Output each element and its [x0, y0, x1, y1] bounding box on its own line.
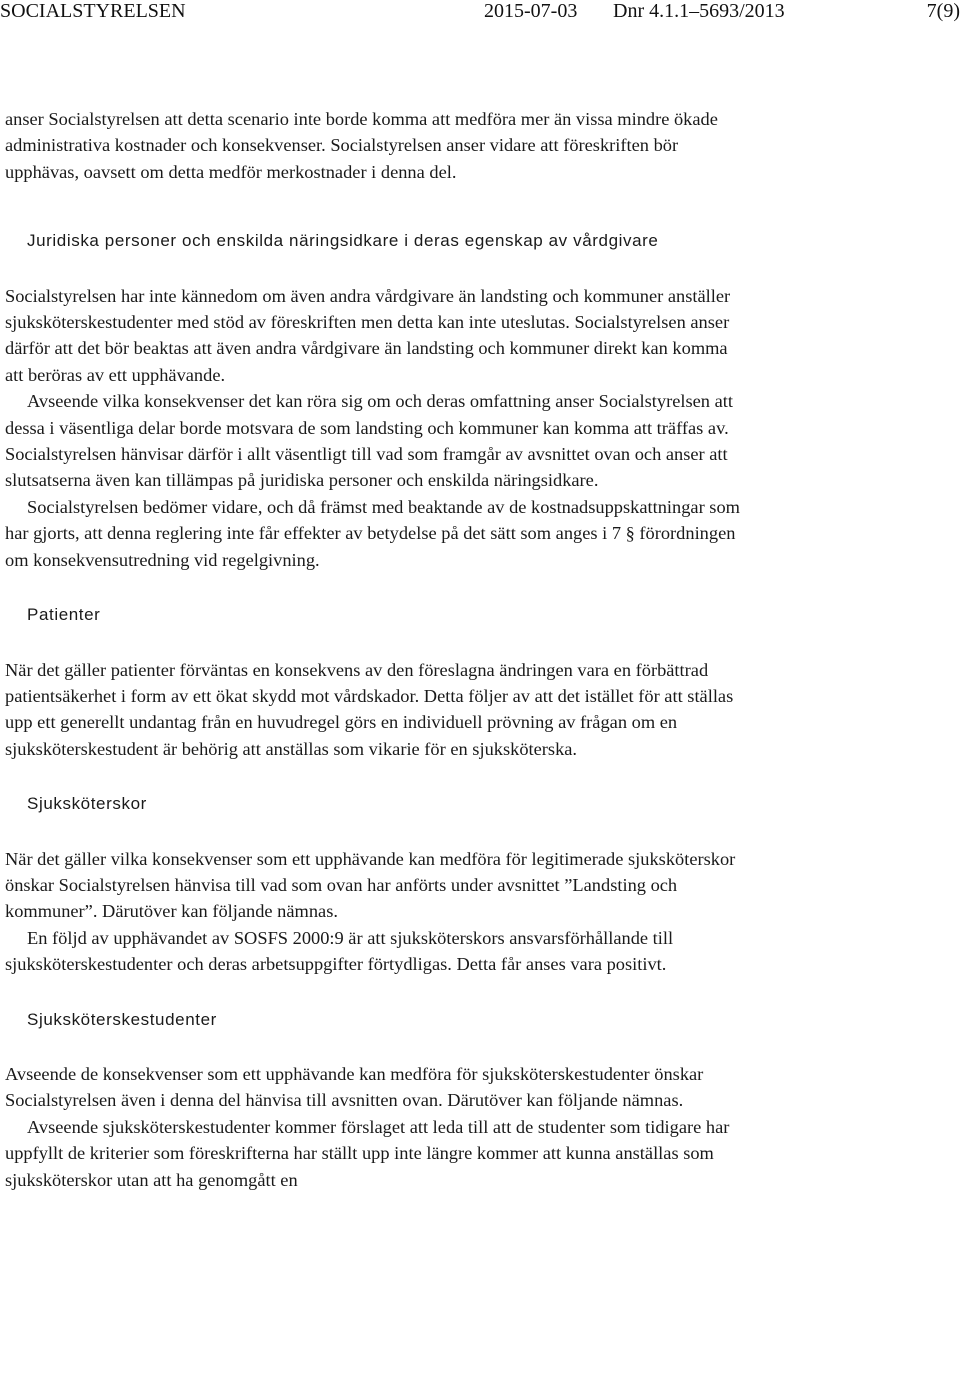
paragraph: Avseende de konsekvenser som ett upphävande kan medföra för sjuksköterskestudenter önskar Socialstyrelsen även i denna del hänvisa till avsnitten ovan. Därutöver kan följande nämnas. [5, 1063, 704, 1111]
page-number: 7(9) [926, 0, 960, 22]
paragraph: Socialstyrelsen bedömer vidare, och då främst med beaktande av de kostnadsuppskattningar som har gjorts, att denna reglering inte får effekter av betydelse på det sätt som anges i 7 § förordningen om konsekvensutredning vid regelgivning. [5, 496, 740, 570]
paragraph: En följd av upphävandet av SOSFS 2000:9 är att sjuksköterskors ansvarsförhållande till sjuksköterskestudenter och deras arbetsuppgifter förtydligas. Detta får anses vara positivt. [5, 927, 674, 975]
page-header [0, 0, 960, 24]
document-date: 2015-07-03 [484, 0, 578, 22]
paragraph: När det gäller patienter förväntas en konsekvens av den föreslagna ändringen vara en förbättrad patientsäkerhet i form av ett ökat skydd mot vårdskador. Detta följer av att det istället för att ställas upp ett generellt undantag från en huvudregel görs en individuell prövning av frågan om en sjuksköterskestudent är behörig att anställas som vikarie för en sjuksköterska. [5, 659, 734, 759]
paragraph: Avseende sjuksköterskestudenter kommer förslaget att leda till att de studenter som tidigare har uppfyllt de kriterier som föreskrifterna har ställt upp inte längre kommer att kunna anställas som sjuksköterskor utan att ha genomgått en [5, 1116, 730, 1190]
reference-number: Dnr 4.1.1–5693/2013 [613, 0, 785, 22]
organization-name: SOCIALSTYRELSEN [0, 0, 186, 22]
paragraph: Avseende vilka konsekvenser det kan röra sig om och deras omfattning anser Socialstyrelsen att dessa i väsentliga delar borde motsvara de som landsting och kommuner kan komma att träffas av. Socialstyrelsen hänvisar därför i allt väsentligt till vad som framgår av avsnittet ovan och anser att slutsatserna även kan tillämpas på juridiska personer och enskilda näringsidkare. [5, 391, 733, 491]
section-heading-sjukskoterskestudenter: Sjuksköterskestudenter [27, 1009, 217, 1029]
section-heading-sjukskoterskor: Sjuksköterskor [27, 794, 147, 814]
intro-paragraph: anser Socialstyrelsen att detta scenario inte borde komma att medföra mer än vissa mindre ökade administrativa kostnader och konsekvenser. Socialstyrelsen anser vidare att föreskriften bör upphävas, oavsett om detta medför merkostnader i denna del. [5, 109, 718, 182]
section-heading-patienter: Patienter [27, 605, 101, 625]
paragraph: Socialstyrelsen har inte kännedom om även andra vårdgivare än landsting och kommuner anställer sjuksköterskestudenter med stöd av föreskriften men detta kan inte uteslutas. Socialstyrelsen anser därför att det bör beaktas att även andra vårdgivare än landsting och kommuner direkt kan komma att beröras av ett upphävande. [5, 285, 731, 385]
paragraph: När det gäller vilka konsekvenser som ett upphävande kan medföra för legitimerade sjuksköterskor önskar Socialstyrelsen hänvisa till vad som ovan har anförts under avsnittet ”Landsting och kommuner”. Därutöver kan följande nämnas. [5, 848, 736, 922]
section-heading-juridiska-personer: Juridiska personer och enskilda näringsidkare i deras egenskap av vårdgivare [27, 231, 659, 251]
document-body [5, 106, 745, 1193]
